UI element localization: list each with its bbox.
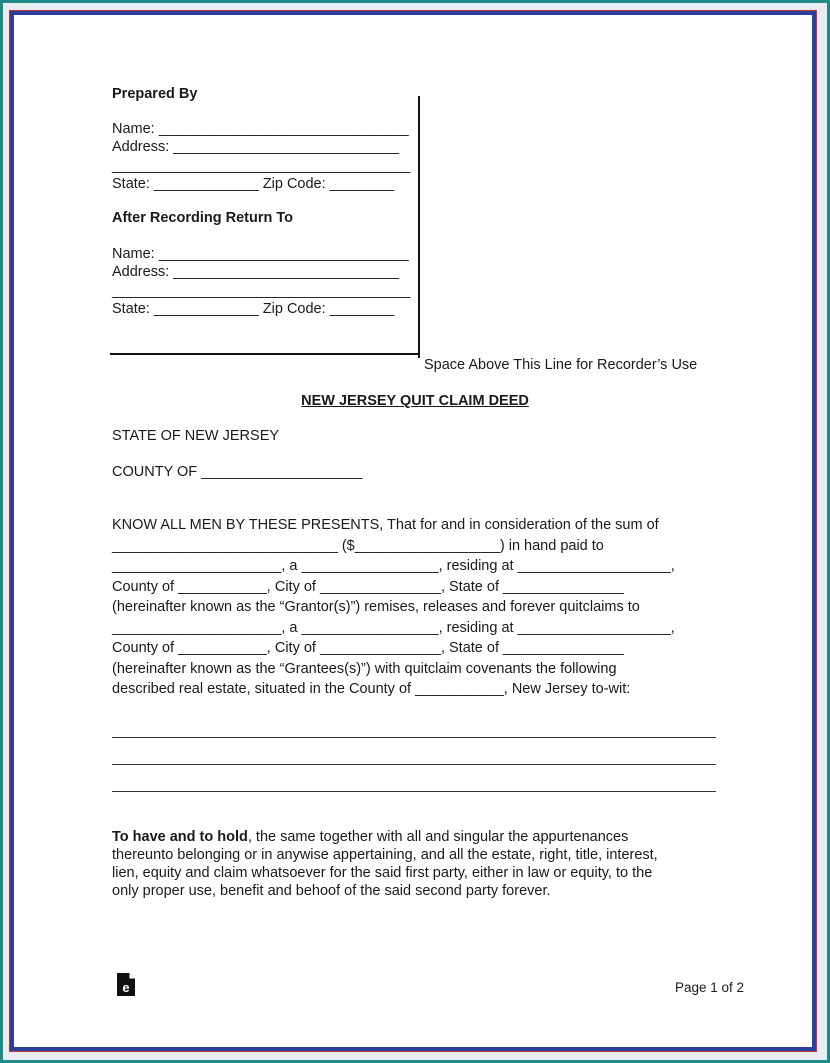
recorder-use-note: Space Above This Line for Recorder’s Use <box>424 357 698 373</box>
consideration-amount-field[interactable]: ____________________________ ($__________________) in hand paid to <box>112 538 604 554</box>
legal-description-line-2[interactable] <box>112 764 716 765</box>
return-to-address-field[interactable]: Address: ____________________________ <box>112 264 400 280</box>
prepared-by-address-field[interactable]: Address: ____________________________ <box>112 139 400 155</box>
habendum-line-3: lien, equity and claim whatsoever for the said first party, either in law or equity, to the <box>112 865 653 881</box>
return-to-heading: After Recording Return To <box>112 210 293 226</box>
recorder-box-horizontal-divider <box>110 353 420 355</box>
legal-description-line-3[interactable] <box>112 791 716 792</box>
prepared-by-heading: Prepared By <box>112 86 198 102</box>
return-to-name-field[interactable]: Name: _______________________________ <box>112 246 409 262</box>
prepared-by-state-zip-field[interactable]: State: _____________ Zip Code: ________ <box>112 176 395 192</box>
recorder-box-vertical-divider <box>418 96 420 358</box>
habendum-line-1 <box>112 828 628 846</box>
grantor-name-residence-field[interactable]: _____________________, a _________________, residing at ___________________, <box>112 558 675 574</box>
svg-text:e: e <box>122 980 130 995</box>
eforms-logo-icon <box>116 972 136 997</box>
habendum-line-1-rest: , the same together with all and singular the appurtenances <box>247 829 629 845</box>
return-to-state-zip-field[interactable]: State: _____________ Zip Code: ________ <box>112 301 395 317</box>
habendum-line-4: only proper use, benefit and behoof of the said second party forever. <box>112 883 551 899</box>
county-field[interactable]: COUNTY OF ____________________ <box>112 464 363 480</box>
legal-description-line-1[interactable] <box>112 737 716 738</box>
body-line-8: (hereinafter known as the “Grantees(s)”) with quitclaim covenants the following <box>112 661 617 677</box>
grantee-name-residence-field[interactable]: _____________________, a _________________, residing at ___________________, <box>112 620 675 636</box>
prepared-by-name-field[interactable]: Name: _______________________________ <box>112 121 409 137</box>
grantor-county-city-state-field[interactable]: County of ___________, City of _______________, State of _______________ <box>112 579 624 595</box>
grantee-county-city-state-field[interactable]: County of ___________, City of _______________, State of _______________ <box>112 640 624 656</box>
body-line-5: (hereinafter known as the “Grantor(s)”) remises, releases and forever quitclaims to <box>112 599 640 615</box>
state-line: STATE OF NEW JERSEY <box>112 428 280 444</box>
prepared-by-address-line-2[interactable]: _____________________________________ <box>112 158 411 174</box>
property-county-field[interactable]: described real estate, situated in the County of ___________, New Jersey to-wit: <box>112 681 631 697</box>
habendum-line-2: thereunto belonging or in anywise appertaining, and all the estate, right, title, interest, <box>112 847 658 863</box>
deed-title: NEW JERSEY QUIT CLAIM DEED <box>301 393 529 409</box>
return-to-address-line-2[interactable]: _____________________________________ <box>112 283 411 299</box>
page-number: Page 1 of 2 <box>675 980 745 995</box>
body-line-1: KNOW ALL MEN BY THESE PRESENTS, That for and in consideration of the sum of <box>112 517 659 533</box>
habendum-lead: To have and to hold <box>112 829 248 845</box>
